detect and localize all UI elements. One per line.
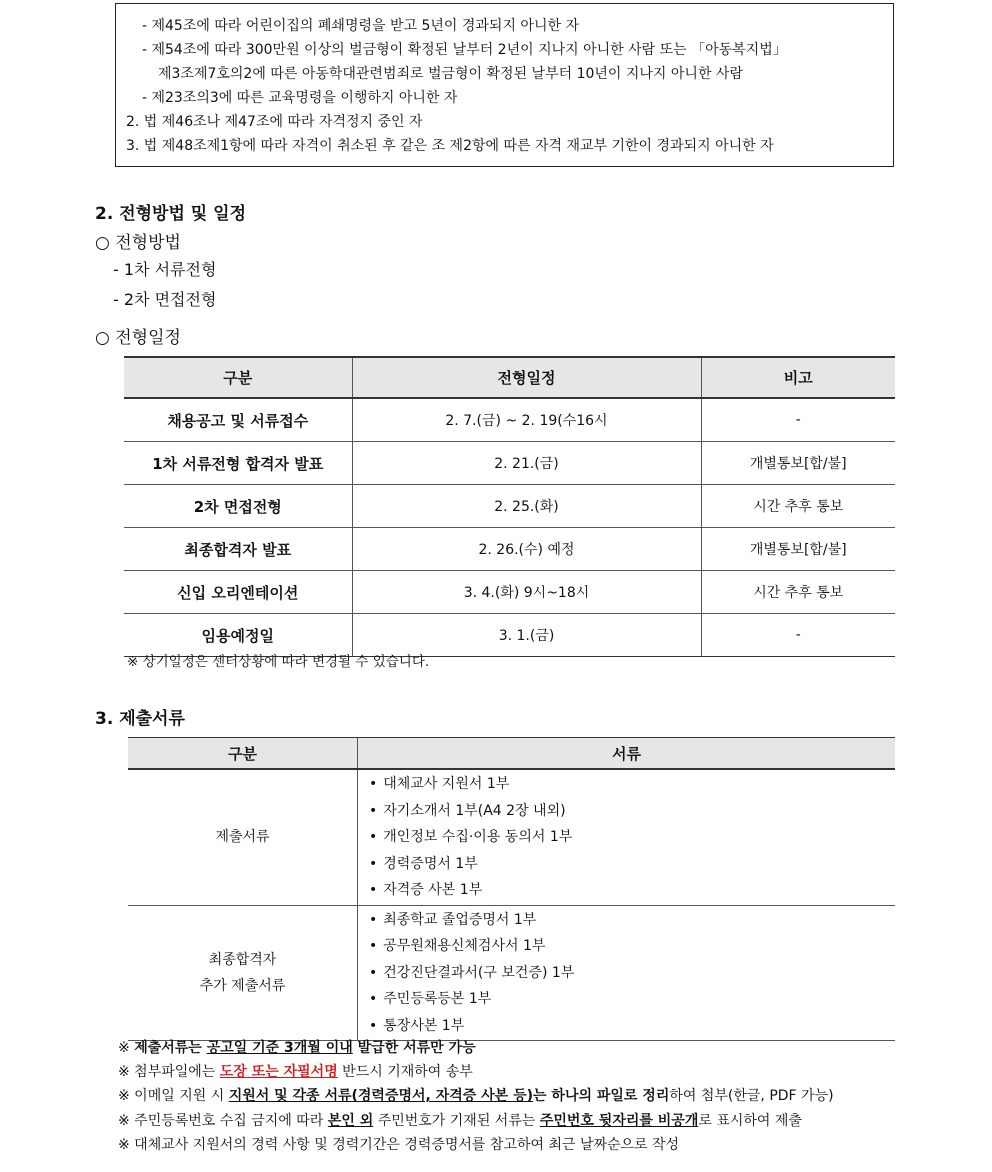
col-header: 비고: [701, 357, 895, 398]
table-header-row: [124, 357, 895, 398]
method-heading: ○ 전형방법: [95, 233, 181, 253]
group-label-line: 최종합격자: [208, 951, 277, 968]
remark-cell: -: [701, 398, 895, 442]
stage-cell: 최종합격자 발표: [124, 528, 352, 571]
method-item: - 1차 서류전형: [113, 260, 217, 279]
table-row: [124, 398, 895, 442]
table-row: [128, 905, 895, 1041]
eligibility-line: 제3조제7호의2에 따른 아동학대관련범죄로 벌금형이 확정된 날부터 10년이 지나지 아니한 사람: [158, 66, 743, 82]
date-cell: 2. 25.(화): [352, 485, 701, 528]
table-row: [124, 528, 895, 571]
note-line: ※ 대체교사 지원서의 경력 사항 및 경력기간은 경력증명서를 참고하여 최근 날짜순으로 작성: [118, 1136, 680, 1153]
date-cell: 3. 4.(화) 9시~18시: [352, 571, 701, 614]
remark-cell: 개별통보[합/불]: [701, 528, 895, 571]
stage-cell: 채용공고 및 서류접수: [124, 398, 352, 442]
submission-notes: [118, 1036, 834, 1157]
col-header: 구분: [128, 738, 358, 770]
col-header: 서류: [358, 738, 896, 770]
document-item: • 경력증명서 1부: [369, 851, 894, 878]
document-item: • 자기소개서 1부(A4 2장 내외): [369, 798, 894, 825]
date-cell: 2. 7.(금) ~ 2. 19(수16시: [352, 398, 701, 442]
section2-title: 2. 전형방법 및 일정: [95, 204, 246, 224]
note-line: ※ 첨부파일에는 도장 또는 자필서명 반드시 기재하여 송부: [118, 1064, 473, 1081]
group-items: [358, 769, 896, 905]
eligibility-line: - 제23조의3에 따른 교육명령을 이행하지 아니한 자: [142, 90, 458, 106]
schedule-note: ※ 상기일정은 센터상황에 따라 변경될 수 있습니다.: [127, 654, 430, 670]
document-item: • 건강진단결과서(구 보건증) 1부: [369, 960, 894, 987]
date-cell: 2. 21.(금): [352, 442, 701, 485]
method-item: - 2차 면접전형: [113, 290, 217, 309]
eligibility-line: 3. 법 제48조제1항에 따라 자격이 취소된 후 같은 조 제2항에 따른 자격 재교부 기한이 경과되지 아니한 자: [126, 138, 774, 154]
table-row: [128, 769, 895, 905]
schedule-heading: ○ 전형일정: [95, 328, 181, 348]
group-label: [128, 769, 358, 905]
stage-cell: 임용예정일: [124, 614, 352, 657]
table-row: [124, 485, 895, 528]
eligibility-line: - 제54조에 따라 300만원 이상의 벌금형이 확정된 날부터 2년이 지나지 아니한 사람 또는 「아동복지법」: [142, 42, 787, 58]
col-header: 구분: [124, 357, 352, 398]
document-item: • 개인정보 수집·이용 동의서 1부: [369, 824, 894, 851]
group-items: [358, 905, 896, 1041]
table-header-row: [128, 738, 895, 770]
remark-cell: 시간 추후 통보: [701, 485, 895, 528]
document-item: • 주민등록등본 1부: [369, 986, 894, 1013]
group-label-line: 추가 제출서류: [199, 977, 286, 994]
date-cell: 3. 1.(금): [352, 614, 701, 657]
stage-cell: 1차 서류전형 합격자 발표: [124, 442, 352, 485]
table-row: [124, 442, 895, 485]
date-cell: 2. 26.(수) 예정: [352, 528, 701, 571]
eligibility-box: [115, 3, 894, 167]
document-item: • 통장사본 1부: [369, 1013, 894, 1040]
note-line: ※ 제출서류는 공고일 기준 3개월 이내 발급한 서류만 가능: [118, 1040, 476, 1056]
document-item: • 자격증 사본 1부: [369, 877, 894, 904]
document-item: • 대체교사 지원서 1부: [369, 771, 894, 798]
table-row: [124, 571, 895, 614]
note-line: ※ 이메일 지원 시 지원서 및 각종 서류(경력증명서, 자격증 사본 등)는 하나의 파일로 정리하여 첨부(한글, PDF 가능): [118, 1088, 834, 1105]
eligibility-line: - 제45조에 따라 어린이집의 폐쇄명령을 받고 5년이 경과되지 아니한 자: [142, 18, 579, 34]
group-label-line: 제출서류: [215, 829, 270, 846]
col-header: 전형일정: [352, 357, 701, 398]
remark-cell: -: [701, 614, 895, 657]
document-item: • 공무원채용신체검사서 1부: [369, 933, 894, 960]
remark-cell: 개별통보[합/불]: [701, 442, 895, 485]
stage-cell: 2차 면접전형: [124, 485, 352, 528]
eligibility-line: 2. 법 제46조나 제47조에 따라 자격정지 중인 자: [126, 114, 423, 130]
remark-cell: 시간 추후 통보: [701, 571, 895, 614]
group-label: [128, 905, 358, 1041]
stage-cell: 신입 오리엔테이션: [124, 571, 352, 614]
note-line: ※ 주민등록번호 수집 금지에 따라 본인 외 주민번호가 기재된 서류는 주민번호 뒷자리를 비공개로 표시하여 제출: [118, 1112, 802, 1129]
schedule-table: [124, 356, 895, 657]
section3-title: 3. 제출서류: [95, 709, 185, 729]
document-item: • 최종학교 졸업증명서 1부: [369, 907, 894, 934]
documents-table: [128, 737, 895, 1041]
